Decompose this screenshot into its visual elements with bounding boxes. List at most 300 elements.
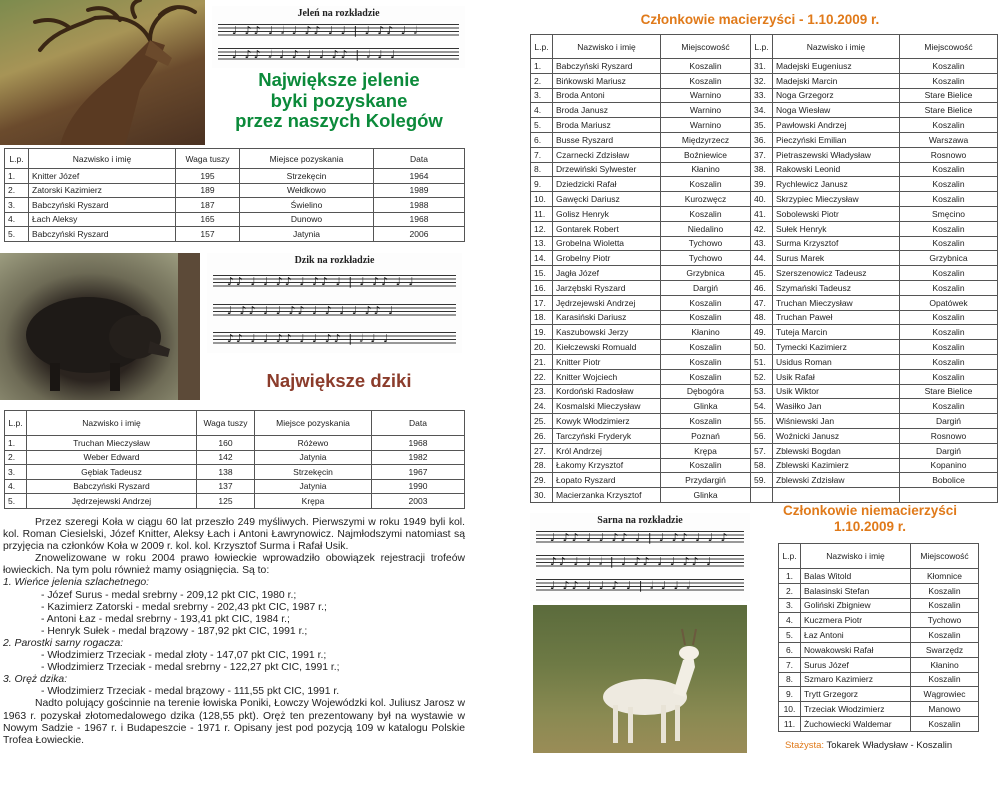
table-cell: Jędrzejewski Andrzej [553,295,661,310]
table-row [531,340,998,355]
table-header-cell: Data [374,149,465,169]
music-notes: ♪♪ ♩ ♩ ♪♪ ♩ ♪♪ ♩ | ♩ ♪♪ ♩ ♩ [227,275,416,288]
table-cell: Wasiłko Jan [773,399,900,414]
table-cell: 34. [751,103,773,118]
table-cell: 7. [779,657,801,672]
music-staff [218,48,459,62]
trophy-item: - Kazimierz Zatorski - medal srebrny - 202,43 pkt CIC, 1987 r.; [41,601,327,613]
table-cell: Warnino [661,103,751,118]
table-cell: Kordoński Radosław [553,384,661,399]
table-cell: Koszalin [661,59,751,74]
table-cell: 18. [531,310,553,325]
table-cell: Łopato Ryszard [553,473,661,488]
table-cell: Łakomy Krzysztof [553,458,661,473]
table-row [531,118,998,133]
table-cell: 52. [751,369,773,384]
music-staff [536,531,744,545]
table-cell: 1. [5,169,29,184]
wild-boar-icon [0,253,200,400]
table-row [531,369,998,384]
trophy-item: - Włodzimierz Trzeciak - medal złoty - 147,07 pkt CIC, 1991 r.; [41,650,327,662]
table-cell: Dziedzicki Rafał [553,177,661,192]
table-cell: 4. [531,103,553,118]
table-cell: 32. [751,73,773,88]
table-cell: 35. [751,118,773,133]
members-title: Członkowie macierzyści - 1.10.2009 r. [640,12,880,27]
table-row [779,628,979,643]
table-cell: Macierzanka Krzysztof [553,488,661,503]
table-cell: 41. [751,206,773,221]
table-cell: Trzeciak Włodzimierz [801,702,911,717]
table-cell: Koszalin [661,340,751,355]
table-cell: Krępa [255,494,372,509]
red-deer-stag-icon [0,0,205,145]
nonmembers-title-line: 1.10.2009 r. [833,519,907,534]
table-cell: Gębiak Tadeusz [27,465,197,480]
table-cell: 38. [751,162,773,177]
music-notes: ♩ ♪♪ 𝅗𝅥 ♩ ♪ ♩ ♩ ♪♪ | 𝅗𝅥 ♩ ♩ [232,48,398,61]
table-cell: 42. [751,221,773,236]
table-header-cell: L.p. [5,411,27,436]
table-cell: Szmaro Kazimierz [801,672,911,687]
table-cell: 21. [531,354,553,369]
table-row [531,458,998,473]
table-cell: Rosnowo [900,147,998,162]
table-cell: 2. [531,73,553,88]
table-cell: Rosnowo [900,428,998,443]
table-cell: 10. [531,192,553,207]
music-staff [536,579,744,593]
table-cell: 2. [5,183,29,198]
table-header-cell: Miejscowość [661,35,751,59]
table-cell: Tuteja Marcin [773,325,900,340]
table-cell: Bińkowski Mariusz [553,73,661,88]
table-cell: 56. [751,428,773,443]
table-cell: 5. [5,494,27,509]
trainee-label: Stażysta: [785,740,825,751]
deer-title-line: przez naszych Kolegów [235,110,443,131]
table-row [531,310,998,325]
table-cell: Koszalin [900,399,998,414]
table-cell: Babczyński Ryszard [27,479,197,494]
roe-sheet-music [530,513,750,601]
table-cell: Dargiń [900,443,998,458]
table-cell: 29. [531,473,553,488]
table-cell: Dębogóra [661,384,751,399]
table-cell: Dunowo [240,212,374,227]
table-header-row [531,35,998,59]
table-cell: 1989 [374,183,465,198]
table-cell: Babczyński Ryszard [29,198,176,213]
table-cell: Kłanino [661,162,751,177]
table-cell: 9. [779,687,801,702]
table-row [531,236,998,251]
table-cell [900,488,998,503]
table-cell: 10. [779,702,801,717]
boar-section-title: Największe dziki [266,370,412,391]
table-header-cell: Nazwisko i imię [553,35,661,59]
table-cell: Knitter Piotr [553,354,661,369]
table-cell: Kopanino [900,458,998,473]
table-header-row [5,149,465,169]
table-row [779,672,979,687]
table-cell: Międzyrzecz [661,132,751,147]
table-cell: Koszalin [900,280,998,295]
table-cell: Koszalin [900,310,998,325]
trophy-item: - Antoni Łaz - medal srebrny - 193,41 pkt CIC, 1984 r.; [41,613,290,625]
table-cell: Koszalin [900,266,998,281]
table-row [531,103,998,118]
music-notes: ♩ ♪♪ ♩ ♩ ♪♪ ♩ ♪ ♩ ♩ ♪♪ ♩ [227,304,396,317]
table-cell: Busse Ryszard [553,132,661,147]
table-cell: Trytt Grzegorz [801,687,911,702]
table-header-row [779,544,979,569]
table-cell: 17. [531,295,553,310]
table-cell: 4. [779,613,801,628]
table-cell: Manowo [911,702,979,717]
music-notes: ♪♪ ♩ ♩ ♪♪ ♩ ♩ ♪♪ | 𝅗𝅥 ♩ ♩ [227,332,391,345]
table-cell: Tychowo [661,251,751,266]
table-cell: 54. [751,399,773,414]
table-cell: Koszalin [661,369,751,384]
table-row [531,206,998,221]
music-staff [213,275,456,289]
table-cell: Żuchowiecki Waldemar [801,716,911,731]
table-cell: 12. [531,221,553,236]
table-cell: Koszalin [661,458,751,473]
history-paragraph: Nadto polujący gościnnie na terenie łowiska Poniki, Łowczy Wojewódzki kol. Juliusz Jarosz w 1963 r. pozyskał złotomedalowego dzika (128,55 pkt). Oręż ten prezentowany był na wystawie w Nowym Sadzie - 1967 r. i Budapeszcie - 1971 r. Opisany jest pod pozycją 109 w katalogu Polskie Trofea Łowieckie. [3,698,465,746]
table-row [531,473,998,488]
table-cell: 9. [531,177,553,192]
table-cell: Knitter Józef [29,169,176,184]
table-cell: 40. [751,192,773,207]
table-row [5,212,465,227]
table-cell: 44. [751,251,773,266]
table-cell: 28. [531,458,553,473]
table-cell [773,488,900,503]
boar-music-title: Dzik na rozkładzie [294,255,375,266]
table-cell: Koszalin [911,628,979,643]
table-cell: 1. [531,59,553,74]
table-cell: Jagła Józef [553,266,661,281]
table-cell: 8. [531,162,553,177]
table-cell: Sułek Henryk [773,221,900,236]
table-header-cell: Nazwisko i imię [29,149,176,169]
table-cell: Usik Rafał [773,369,900,384]
table-cell: Koszalin [900,162,998,177]
table-row [531,295,998,310]
table-cell: 45. [751,266,773,281]
table-row [5,479,465,494]
table-cell: 142 [197,450,255,465]
table-cell: Smęcino [900,206,998,221]
table-row [531,443,998,458]
table-row [5,227,465,242]
table-cell: 1. [779,569,801,584]
roe-music-title: Sarna na rozkładzie [597,515,683,526]
trophy-item: - Włodzimierz Trzeciak - medal srebrny - 122,27 pkt CIC, 1991 r.; [41,662,340,674]
table-cell: 57. [751,443,773,458]
table-row [5,450,465,465]
wild-boar-photo [0,253,200,400]
table-cell: Madejski Marcin [773,73,900,88]
table-cell: 11. [779,716,801,731]
table-cell: 16. [531,280,553,295]
table-cell: Tychowo [911,613,979,628]
table-cell: Poznań [661,428,751,443]
table-cell: 47. [751,295,773,310]
table-cell: 53. [751,384,773,399]
table-cell: 4. [5,212,29,227]
table-cell: 5. [5,227,29,242]
table-cell: Strzekęcin [255,465,372,480]
table-cell: Drzewiński Sylwester [553,162,661,177]
table-cell: Koszalin [911,583,979,598]
music-staff [213,304,456,318]
table-row [779,687,979,702]
table-cell: Szerszenowicz Tadeusz [773,266,900,281]
table-cell: Jatynia [240,227,374,242]
trophy-item: - Józef Surus - medal srebrny - 209,12 pkt CIC, 1980 r.; [41,589,297,601]
table-cell: 48. [751,310,773,325]
table-row [531,147,998,162]
deer-music-title: Jeleń na rozkładzie [297,8,380,19]
table-cell: 25. [531,414,553,429]
table-cell: Rakowski Leonid [773,162,900,177]
table-cell: Koszalin [661,295,751,310]
table-header-cell: Miejsce pozyskania [255,411,372,436]
table-header-cell: Data [372,411,465,436]
table-cell: 30. [531,488,553,503]
table-cell: Koszalin [900,354,998,369]
table-cell: 26. [531,428,553,443]
table-header-cell: Nazwisko i imię [773,35,900,59]
table-cell: Grobelna Wioletta [553,236,661,251]
music-notes: ♩ ♪♪ ♩ ♩ ♪♪ ♩ | ♩ ♪♪ ♩ ♩ ♪ [550,531,730,544]
table-cell: 160 [197,436,255,451]
table-cell: 1964 [374,169,465,184]
table-cell: Jatynia [255,450,372,465]
table-cell: 27. [531,443,553,458]
table-cell: Woźnicki Janusz [773,428,900,443]
table-cell: Kiełczewski Romuald [553,340,661,355]
table-cell: Karasiński Dariusz [553,310,661,325]
table-cell: Gontarek Robert [553,221,661,236]
table-cell: Stare Bielice [900,103,998,118]
table-cell: Balas Witold [801,569,911,584]
table-cell: Koszalin [661,206,751,221]
music-staff [218,24,459,38]
table-cell: 4. [5,479,27,494]
trophy-section-heading: 2. Parostki sarny rogacza: [3,637,124,649]
table-cell: Bobolice [900,473,998,488]
table-cell: Babczyński Ryszard [553,59,661,74]
table-header-cell: L.p. [751,35,773,59]
table-cell: 31. [751,59,773,74]
history-paragraph: Znowelizowane w roku 2004 prawo łowieckie wprowadziło obowiązek rejestracji trofeów łowieckich. Na tym polu również mamy osiągnięcia. Są to: [3,553,465,577]
table-cell: Różewo [255,436,372,451]
table-cell: 49. [751,325,773,340]
table-cell: Glinka [661,399,751,414]
table-cell: 3. [531,88,553,103]
table-cell [751,488,773,503]
table-cell: Koszalin [900,177,998,192]
table-header-cell: Waga tuszy [197,411,255,436]
table-cell: Zatorski Kazimierz [29,183,176,198]
deer-sheet-music [212,6,465,68]
table-row [779,569,979,584]
table-cell: Broda Janusz [553,103,661,118]
table-row [779,716,979,731]
nonmembers-title-line: Członkowie niemacierzyści [782,503,958,518]
table-cell: Zblewski Bogdan [773,443,900,458]
table-cell: Zblewski Zdzisław [773,473,900,488]
table-cell: Koszalin [661,177,751,192]
table-cell: 11. [531,206,553,221]
table-row [779,702,979,717]
table-header-cell: Waga tuszy [176,149,240,169]
table-cell: 13. [531,236,553,251]
table-cell: Truchan Paweł [773,310,900,325]
table-cell: 46. [751,280,773,295]
table-cell: Koszalin [900,236,998,251]
table-row [531,59,998,74]
table-cell: Golisz Henryk [553,206,661,221]
table-cell: Babczyński Ryszard [29,227,176,242]
table-cell: 195 [176,169,240,184]
table-cell: 14. [531,251,553,266]
table-cell: Przydargiń [661,473,751,488]
table-cell: Koszalin [911,716,979,731]
table-cell: 5. [779,628,801,643]
table-cell: Koszalin [661,310,751,325]
table-cell: 137 [197,479,255,494]
table-cell: Goliński Zbigniew [801,598,911,613]
table-cell: 51. [751,354,773,369]
table-cell: Balasinski Stefan [801,583,911,598]
table-cell: 1982 [372,450,465,465]
table-cell: Koszalin [911,598,979,613]
table-cell: 19. [531,325,553,340]
table-cell: Krępa [661,443,751,458]
table-cell: Kaszubowski Jerzy [553,325,661,340]
table-row [5,436,465,451]
table-row [531,266,998,281]
table-row [5,169,465,184]
table-row [779,598,979,613]
boar-table [4,410,465,509]
table-row [531,221,998,236]
table-cell: Grzybnica [661,266,751,281]
table-cell: Kłanino [661,325,751,340]
white-roe-deer-icon [533,605,747,753]
table-cell: 36. [751,132,773,147]
table-row [531,251,998,266]
table-cell: 3. [779,598,801,613]
table-cell: Dargiń [661,280,751,295]
table-cell: Pieczyński Emilian [773,132,900,147]
trophy-section-heading: 1. Wieńce jelenia szlachetnego: [3,577,150,589]
trophy-item: - Włodzimierz Trzeciak - medal brązowy - 111,55 pkt CIC, 1991 r. [41,686,340,698]
table-cell: 138 [197,465,255,480]
table-cell: Kowyk Włodzimierz [553,414,661,429]
table-cell: Sobolewski Piotr [773,206,900,221]
table-cell: Koszalin [900,192,998,207]
deer-title-line: Największe jelenie [258,69,420,90]
table-cell: 22. [531,369,553,384]
table-cell: 3. [5,198,29,213]
table-cell: Koszalin [900,221,998,236]
table-cell: Tymecki Kazimierz [773,340,900,355]
table-cell: 1. [5,436,27,451]
table-header-cell: L.p. [531,35,553,59]
table-cell: Niedalino [661,221,751,236]
table-row [531,73,998,88]
table-cell: Truchan Mieczysław [773,295,900,310]
table-cell: Usik Wiktor [773,384,900,399]
music-staff [213,332,456,346]
table-cell: Szymański Tadeusz [773,280,900,295]
table-cell: Wągrowiec [911,687,979,702]
table-cell: Jatynia [255,479,372,494]
table-cell: Warnino [661,88,751,103]
table-cell: Koszalin [661,354,751,369]
table-cell: Koszalin [900,59,998,74]
table-row [531,488,998,503]
table-cell: Wiśniewski Jan [773,414,900,429]
members-table [530,34,998,503]
history-paragraph: Przez szeregi Koła w ciągu 60 lat przeszło 249 myśliwych. Pierwszymi w roku 1949 byli kol. kol. Roman Ciesielski, Józef Knitter, Aleksy Łach i Antoni Ławrynowicz. Najmłodszymi natomiast są przyjęcia na członków Koła w 2009 r. kol. kol. Krzysztof Surma i Rafał Usik. [3,517,465,553]
table-cell: Koszalin [900,118,998,133]
table-cell: Kłomnice [911,569,979,584]
table-cell: Stare Bielice [900,88,998,103]
table-cell: Madejski Eugeniusz [773,59,900,74]
table-cell: 6. [779,642,801,657]
table-cell: Jarzębski Ryszard [553,280,661,295]
table-cell: 37. [751,147,773,162]
table-row [531,354,998,369]
table-cell: Nowakowski Rafał [801,642,911,657]
table-cell: Świelino [240,198,374,213]
nonmembers-table [778,543,979,732]
table-cell: 15. [531,266,553,281]
table-cell: 50. [751,340,773,355]
table-cell: 43. [751,236,773,251]
table-cell: 1968 [374,212,465,227]
table-cell: 55. [751,414,773,429]
table-cell: 20. [531,340,553,355]
table-cell: 6. [531,132,553,147]
table-cell: Koszalin [900,340,998,355]
table-header-cell: L.p. [5,149,29,169]
table-cell: Wełdkowo [240,183,374,198]
table-cell: Król Andrzej [553,443,661,458]
music-staff [536,555,744,569]
table-cell: 2. [5,450,27,465]
trophy-item: - Henryk Sułek - medal brązowy - 187,92 pkt CIC, 1991 r.; [41,625,308,637]
table-cell: Zblewski Kazimierz [773,458,900,473]
table-cell: Boźniewice [661,147,751,162]
table-cell: Opatówek [900,295,998,310]
table-cell: Weber Edward [27,450,197,465]
table-cell: Czarnecki Zdzisław [553,147,661,162]
table-cell: Tychowo [661,236,751,251]
table-cell: 157 [176,227,240,242]
table-row [5,183,465,198]
table-cell: Tarczyński Fryderyk [553,428,661,443]
table-cell: Noga Wiesław [773,103,900,118]
table-cell: Gawęcki Dariusz [553,192,661,207]
